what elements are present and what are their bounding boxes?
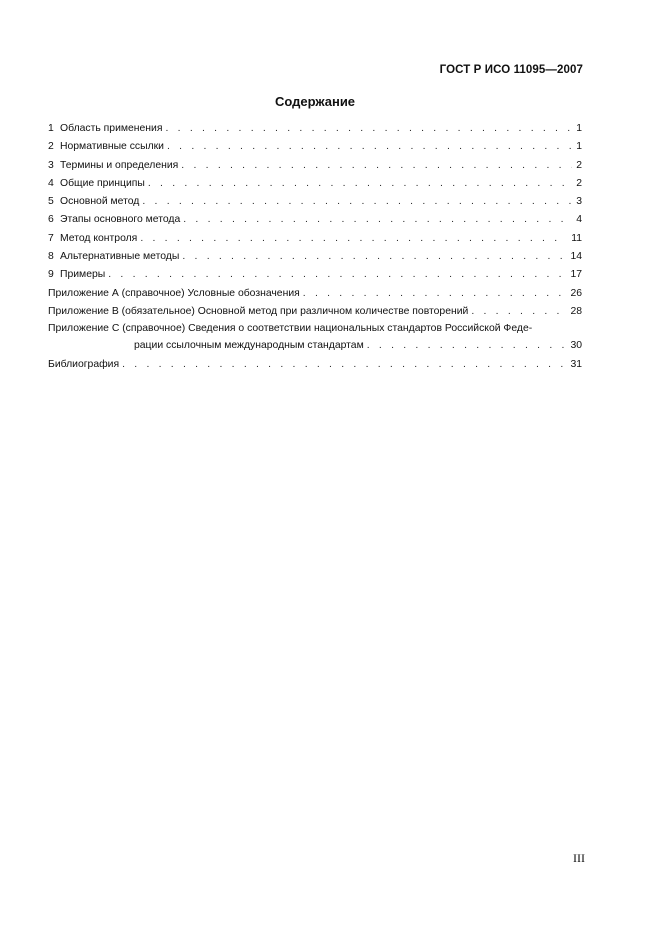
toc-item-page: 31 — [570, 358, 582, 370]
toc-item-page: 11 — [571, 232, 582, 244]
dot-leader — [142, 193, 572, 211]
toc-bibliography[interactable] — [48, 356, 582, 374]
toc-item-page: 1 — [576, 123, 582, 134]
toc-item-scope[interactable] — [48, 120, 582, 138]
toc-item-number: 3 — [48, 159, 54, 171]
toc-item-label-line2: рации ссылочным международным стандартам — [134, 340, 364, 352]
toc-item-label: Примеры — [60, 269, 106, 281]
toc-item-basic-method[interactable] — [48, 193, 582, 211]
table-of-contents — [48, 120, 582, 374]
toc-item-normative-references[interactable] — [48, 138, 582, 156]
toc-item-page: 30 — [570, 340, 582, 352]
toc-item-alternative-methods[interactable] — [48, 248, 582, 266]
toc-item-number: 4 — [48, 177, 54, 189]
toc-item-control-method[interactable] — [48, 230, 582, 248]
toc-item-number: 2 — [48, 141, 54, 153]
toc-item-label: Нормативные ссылки — [60, 141, 164, 153]
toc-item-label: Приложение В (обязательное) Основной метод при различном количестве повторений — [48, 305, 469, 317]
toc-item-number: 1 — [48, 123, 54, 134]
toc-item-label: Основной метод — [60, 196, 140, 208]
toc-appendix-b[interactable] — [48, 303, 582, 321]
toc-title: Содержание — [274, 94, 356, 109]
toc-item-label: Метод контроля — [60, 232, 138, 244]
toc-item-page: 14 — [570, 251, 582, 263]
toc-item-number: 8 — [48, 251, 54, 263]
toc-item-general-principles[interactable] — [48, 175, 582, 193]
dot-leader — [181, 157, 572, 175]
dot-leader — [165, 120, 572, 138]
toc-item-page: 26 — [570, 287, 582, 299]
toc-appendix-c[interactable] — [48, 321, 582, 355]
dot-leader — [183, 211, 572, 229]
toc-item-number: 5 — [48, 196, 54, 208]
toc-item-label: Общие принципы — [60, 177, 145, 189]
toc-item-page: 1 — [576, 141, 582, 153]
toc-item-page: 28 — [570, 305, 582, 317]
toc-item-label-line1: Приложение С (справочное) Сведения о соответствии национальных стандартов Российской Феде- — [48, 323, 533, 335]
dot-leader — [108, 266, 566, 284]
toc-item-number: 7 — [48, 232, 54, 244]
toc-item-number: 9 — [48, 269, 54, 281]
toc-appendix-a[interactable] — [48, 285, 582, 303]
toc-item-terms[interactable] — [48, 157, 582, 175]
toc-item-page: 17 — [570, 269, 582, 281]
toc-item-examples[interactable] — [48, 266, 582, 284]
toc-item-basic-method-stages[interactable] — [48, 211, 582, 229]
toc-item-label: Библиография — [48, 358, 120, 370]
toc-item-number: 6 — [48, 214, 54, 226]
toc-item-page: 2 — [576, 177, 582, 189]
page-number: III — [573, 851, 585, 865]
standard-code: ГОСТ Р ИСО 11095—2007 — [439, 64, 583, 76]
dot-leader — [367, 337, 567, 355]
dot-leader — [471, 303, 566, 321]
dot-leader — [182, 248, 566, 266]
toc-item-label: Этапы основного метода — [60, 214, 181, 226]
toc-item-page: 2 — [576, 159, 582, 171]
toc-item-page: 3 — [576, 196, 582, 208]
dot-leader — [303, 285, 567, 303]
dot-leader — [148, 175, 572, 193]
dot-leader — [140, 230, 567, 248]
toc-item-label: Термины и определения — [60, 159, 179, 171]
dot-leader — [122, 356, 566, 374]
toc-item-label: Альтернативные методы — [60, 251, 180, 263]
toc-item-label: Приложение А (справочное) Условные обозначения — [48, 287, 300, 299]
dot-leader — [167, 138, 572, 156]
toc-item-label: Область применения — [60, 123, 163, 134]
toc-item-page: 4 — [576, 214, 582, 226]
